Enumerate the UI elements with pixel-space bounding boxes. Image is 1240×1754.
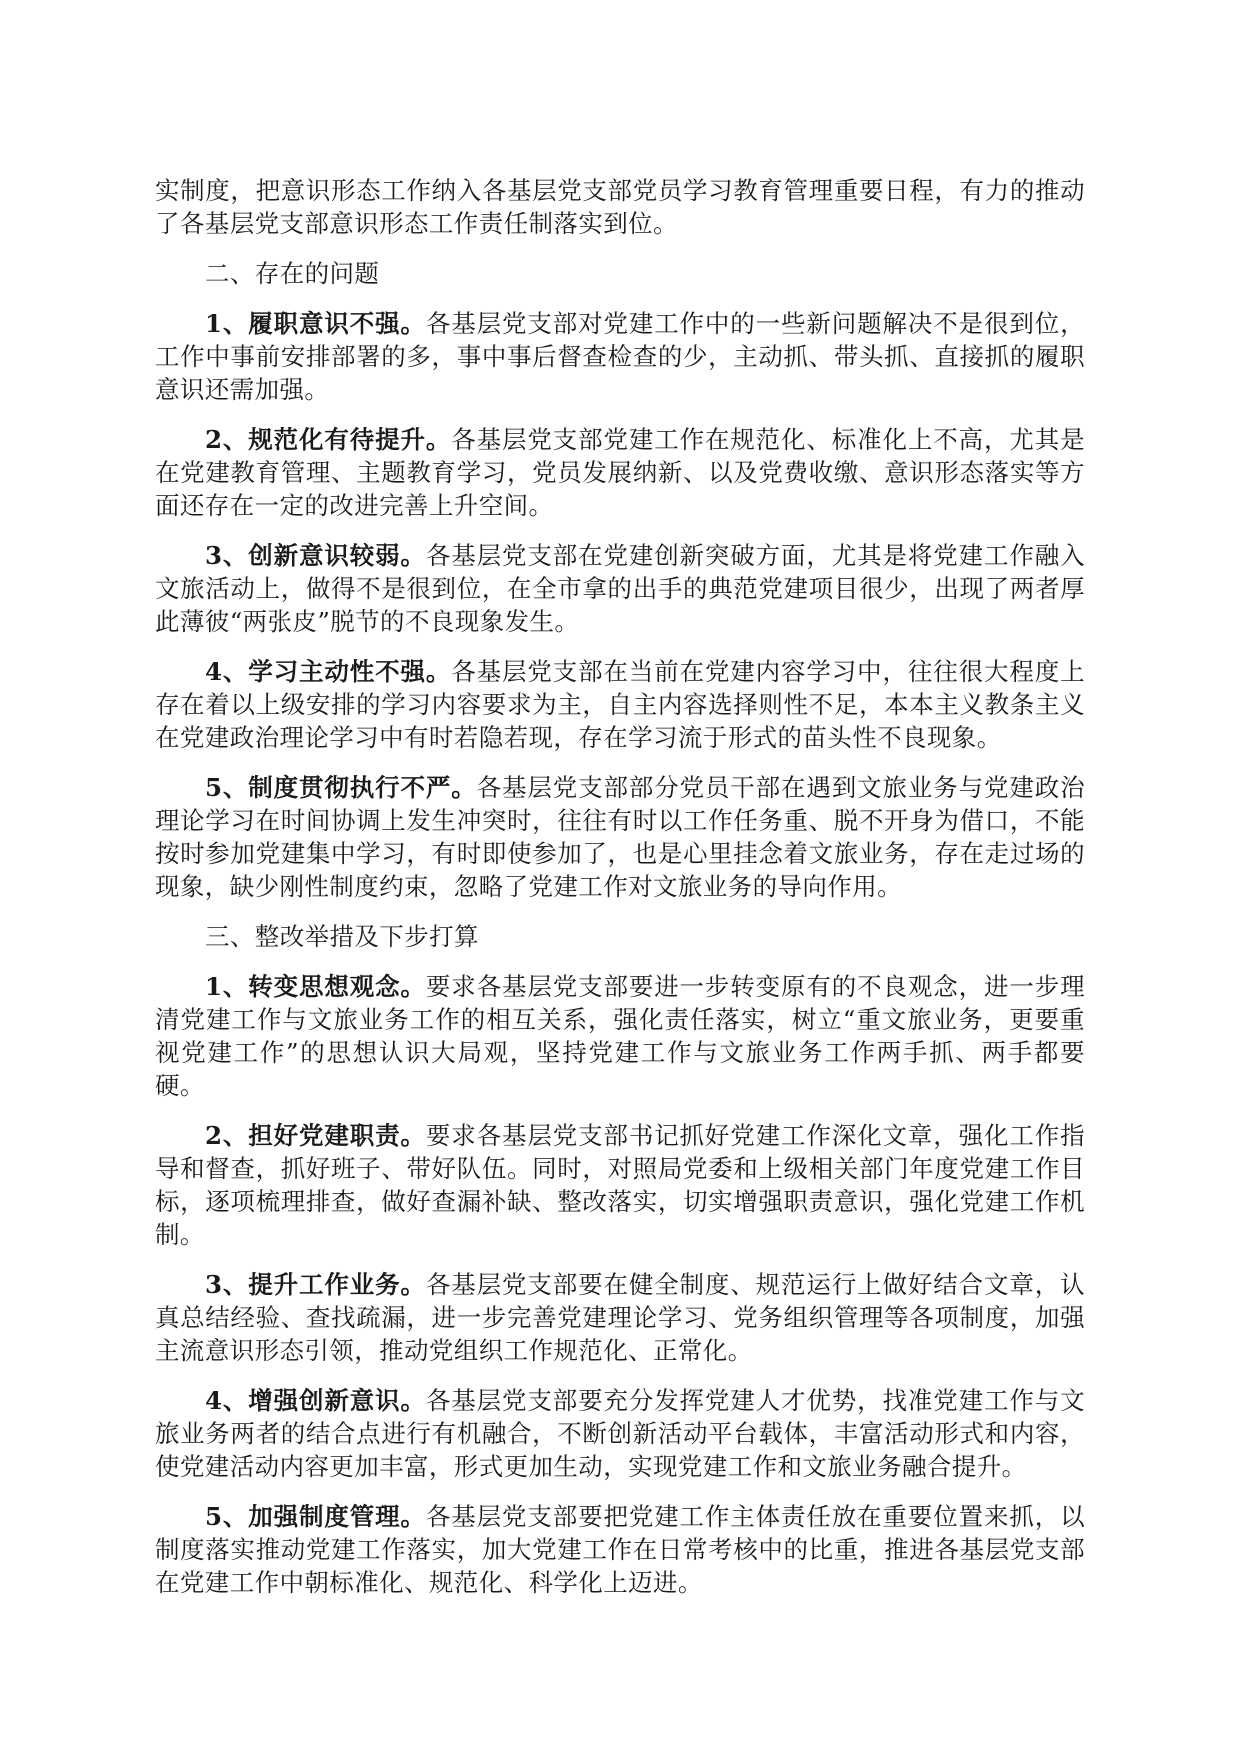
- measure-item-1-lead: 1、转变思想观念。: [205, 972, 426, 1001]
- measure-item-4-lead: 4、增强创新意识。: [205, 1386, 426, 1415]
- problem-item-2-lead: 2、规范化有待提升。: [205, 425, 452, 454]
- measure-item-1-text: 要求各基层党支部要进一步转变原有的不良观念，进一步理清党建工作与文旅业务工作的相互关系，强化责任落实，树立“重文旅业务，更要重视党建工作”的思想认识大局观，坚持党建工作与文旅业务工作两手抓、两手都要硬。: [155, 972, 1085, 1100]
- measure-item-3-lead: 3、提升工作业务。: [205, 1270, 426, 1299]
- problem-item-4-lead: 4、学习主动性不强。: [205, 657, 452, 686]
- measure-item-5: [155, 1500, 1085, 1599]
- problem-item-5: [155, 771, 1085, 903]
- measure-item-2-text: 要求各基层党支部书记抓好党建工作深化文章，强化工作指导和督查，抓好班子、带好队伍。同时，对照局党委和上级相关部门年度党建工作目标，逐项梳理排查，做好查漏补缺、整改落实，切实增强职责意识，强化党建工作机制。: [155, 1121, 1085, 1249]
- problem-item-3: [155, 539, 1085, 638]
- measure-item-5-lead: 5、加强制度管理。: [205, 1502, 426, 1531]
- problem-item-1-text: 各基层党支部对党建工作中的一些新问题解决不是很到位，工作中事前安排部署的多，事中事后督查检查的少，主动抓、带头抓、直接抓的履职意识还需加强。: [155, 309, 1085, 404]
- problem-item-5-text: 各基层党支部部分党员干部在遇到文旅业务与党建政治理论学习在时间协调上发生冲突时，往往有时以工作任务重、脱不开身为借口，不能按时参加党建集中学习，有时即使参加了，也是心里挂念着文旅业务，存在走过场的现象，缺少刚性制度约束，忽略了党建工作对文旅业务的导向作用。: [155, 773, 1085, 901]
- problem-item-1: [155, 307, 1085, 406]
- problem-item-1-lead: 1、履职意识不强。: [205, 309, 426, 338]
- section-heading-measures: 三、整改举措及下步打算: [205, 922, 479, 951]
- intro-paragraph: 实制度，把意识形态工作纳入各基层党支部党员学习教育管理重要日程，有力的推动了各基层党支部意识形态工作责任制落实到位。: [155, 176, 1085, 238]
- measure-item-2: [155, 1119, 1085, 1251]
- section-heading-problems: 二、存在的问题: [205, 259, 380, 288]
- measure-item-4: [155, 1384, 1085, 1483]
- measure-item-3: [155, 1268, 1085, 1367]
- problem-item-4: [155, 655, 1085, 754]
- measure-item-4-text: 各基层党支部要充分发挥党建人才优势，找准党建工作与文旅业务两者的结合点进行有机融合，不断创新活动平台载体，丰富活动形式和内容，使党建活动内容更加丰富，形式更加生动，实现党建工作和文旅业务融合提升。: [155, 1386, 1085, 1481]
- document-page: [155, 174, 1085, 1599]
- problem-item-3-text: 各基层党支部在党建创新突破方面，尤其是将党建工作融入文旅活动上，做得不是很到位，在全市拿的出手的典范党建项目很少，出现了两者厚此薄彼“两张皮”脱节的不良现象发生。: [155, 541, 1085, 636]
- problem-item-4-text: 各基层党支部在当前在党建内容学习中，往往很大程度上存在着以上级安排的学习内容要求为主，自主内容选择则性不足，本本主义教条主义在党建政治理论学习中有时若隐若现，存在学习流于形式的苗头性不良现象。: [155, 657, 1086, 752]
- problem-item-2: [155, 423, 1085, 522]
- measure-item-3-text: 各基层党支部要在健全制度、规范运行上做好结合文章，认真总结经验、查找疏漏，进一步完善党建理论学习、党务组织管理等各项制度，加强主流意识形态引领，推动党组织工作规范化、正常化。: [155, 1270, 1085, 1365]
- measure-item-1: [155, 970, 1085, 1102]
- measure-item-2-lead: 2、担好党建职责。: [205, 1121, 426, 1150]
- problem-item-5-lead: 5、制度贯彻执行不严。: [205, 773, 477, 802]
- measure-item-5-text: 各基层党支部要把党建工作主体责任放在重要位置来抓，以制度落实推动党建工作落实，加大党建工作在日常考核中的比重，推进各基层党支部在党建工作中朝标准化、规范化、科学化上迈进。: [155, 1502, 1085, 1597]
- problem-item-3-lead: 3、创新意识较弱。: [205, 541, 426, 570]
- problem-item-2-text: 各基层党支部党建工作在规范化、标准化上不高，尤其是在党建教育管理、主题教育学习，党员发展纳新、以及党费收缴、意识形态落实等方面还存在一定的改进完善上升空间。: [155, 425, 1086, 520]
